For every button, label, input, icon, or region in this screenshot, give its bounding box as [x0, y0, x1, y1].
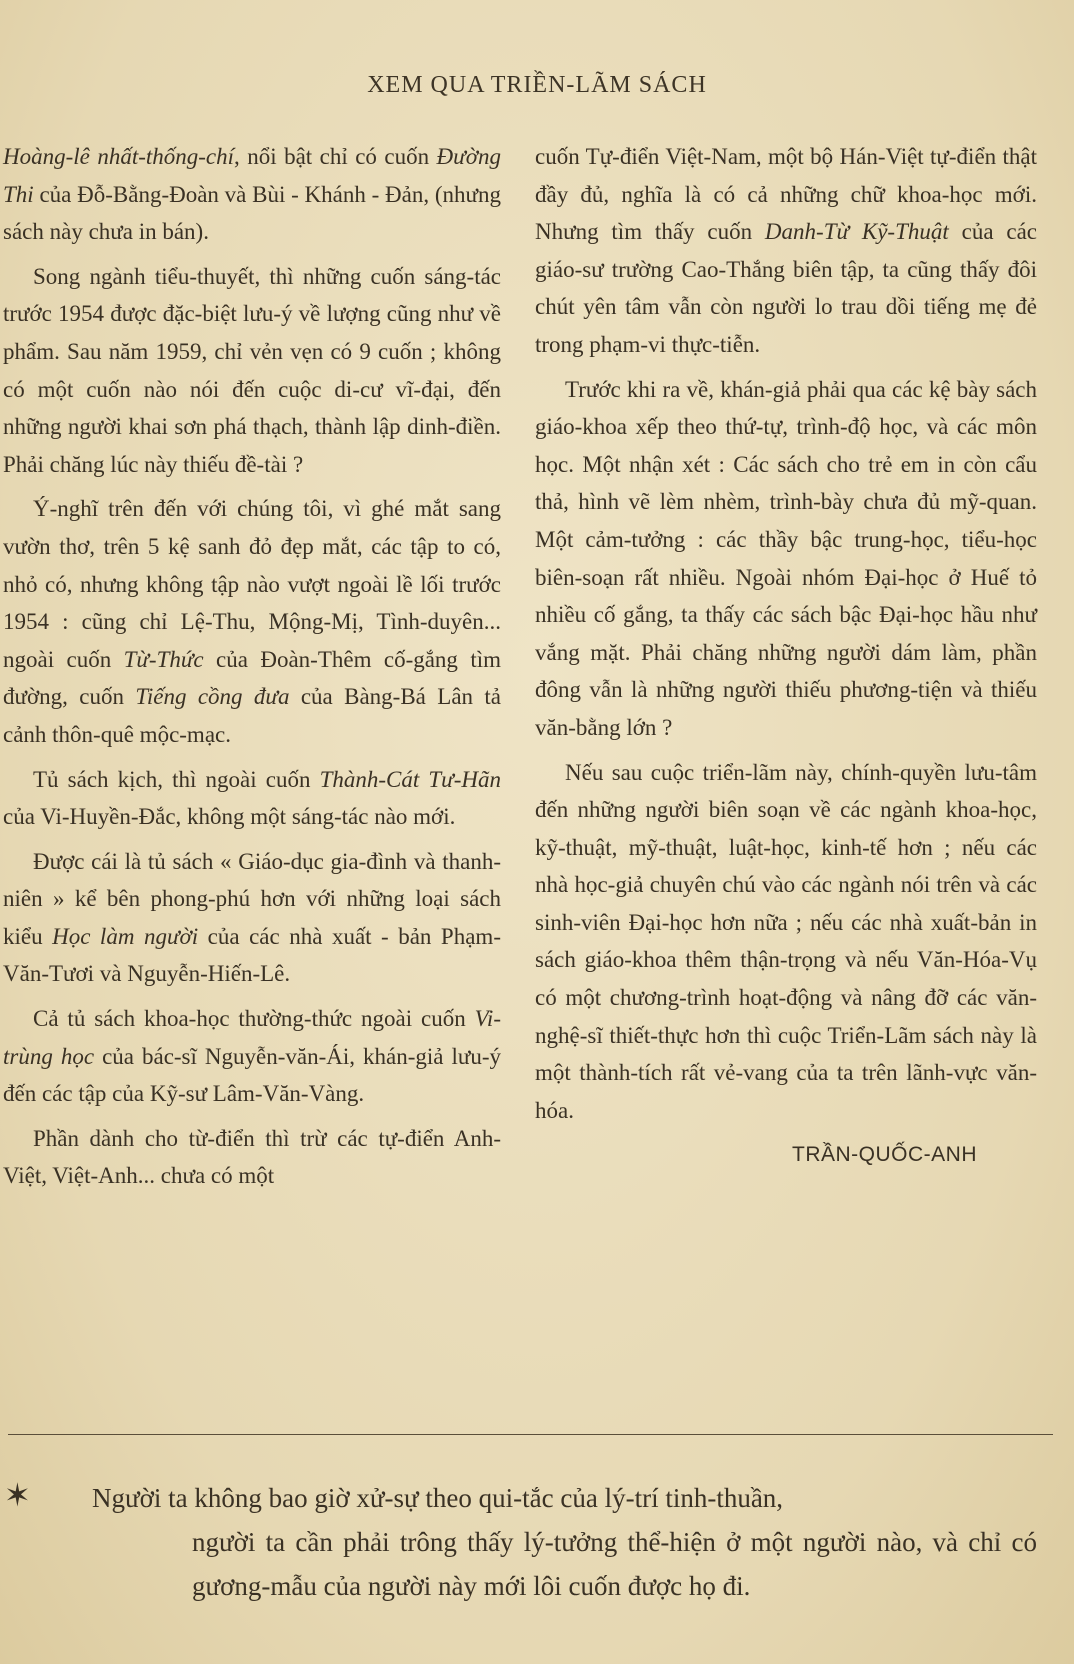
closing-quote: [92, 1476, 1037, 1608]
star-ornament-icon: ✶: [4, 1476, 31, 1514]
book-title: Tiếng cồng đưa: [135, 684, 290, 710]
left-paragraph-3: Ý-nghĩ trên đến với chúng tôi, vì ghé mắt sang vườn thơ, trên 5 kệ sanh đỏ đẹp mắt, các tập to có, nhỏ có, nhưng không tập nào vượt ngoài lề lối trước 1954 : cũng chỉ Lệ-Thu, Mộng-Mị, Tình-duyên... ngoài cuốn Từ-Thức của Đoàn-Thêm cố-gắng tìm đường, cuốn Tiếng cồng đưa của Bàng-Bá Lân tả cảnh thôn-quê mộc-mạc.: [3, 496, 501, 747]
quote-first-line: Người ta không bao giờ xử-sự theo qui-tắc của lý-trí tinh-thuần,: [92, 1483, 784, 1513]
book-title: Danh-Từ Kỹ-Thuật: [764, 219, 949, 245]
page-header: XEM QUA TRIỀN-LÃM SÁCH: [367, 72, 707, 98]
right-paragraph-1: cuốn Tự-điển Việt-Nam, một bộ Hán-Việt tự-điển thật đầy đủ, nghĩa là có cả những chữ khoa-học mới. Nhưng tìm thấy cuốn Danh-Từ Kỹ-Thuật của các giáo-sư trường Cao-Thắng biên tập, ta cũng thấy đôi chút yên tâm vẫn còn người lo trau dồi tiếng mẹ đẻ trong phạm-vi thực-tiễn.: [535, 144, 1037, 357]
right-column: [535, 138, 1037, 1174]
left-paragraph-4: Tủ sách kịch, thì ngoài cuốn Thành-Cát Tư-Hãn của Vi-Huyền-Đắc, không một sáng-tác nào mới.: [3, 766, 501, 830]
left-paragraph-2: Song ngành tiểu-thuyết, thì những cuốn sáng-tác trước 1954 được đặc-biệt lưu-ý về lượng cũng như về phẩm. Sau năm 1959, chỉ vẻn vẹn có 9 cuốn ; không có một cuốn nào nói đến cuộc di-cư vĩ-đại, đến những người khai sơn phá thạch, thành lập dinh-điền. Phải chăng lúc này thiếu đề-tài ?: [3, 263, 501, 477]
book-title: Thành-Cát Tư-Hãn: [319, 766, 501, 792]
book-title: Từ-Thức: [123, 646, 204, 672]
book-title: Hoàng-lê nhất-thống-chí: [3, 144, 235, 169]
left-paragraph-6: Cả tủ sách khoa-học thường-thức ngoài cuốn Vi-trùng học của bác-sĩ Nguyễn-văn-Ái, khán-giả lưu-ý đến các tập của Kỹ-sư Lâm-Văn-Vàng.: [3, 1006, 501, 1107]
left-column: [3, 138, 501, 1202]
book-title: Vi-trùng học: [3, 1006, 501, 1069]
right-paragraph-2: Trước khi ra về, khán-giả phải qua các kệ bày sách giáo-khoa xếp theo thứ-tự, trình-độ học, và các môn học. Một nhận xét : Các sách cho trẻ em in còn cẩu thả, hình vẽ lèm nhèm, trình-bày chưa đủ mỹ-quan. Một cảm-tưởng : các thầy bậc trung-học, tiểu-học biên-soạn rất nhiều. Ngoài nhóm Đại-học ở Huế tỏ nhiều cố gắng, ta thấy các sách bậc Đại-học hầu như vắng mặt. Phải chăng những người dám làm, phần đông vẫn là những người thiếu phương-tiện và thiếu văn-bằng lớn ?: [535, 376, 1037, 740]
left-paragraph-7: Phần dành cho từ-điển thì trừ các tự-điển Anh-Việt, Việt-Anh... chưa có một: [3, 1125, 501, 1189]
book-title: Đường Thi: [3, 144, 501, 207]
right-paragraph-3: Nếu sau cuộc triển-lãm này, chính-quyền lưu-tâm đến những người biên soạn về các ngành khoa-học, kỹ-thuật, mỹ-thuật, luật-học, kinh-tế hơn ; nếu các nhà học-giả chuyên chú vào các ngành nói trên và các sinh-viên Đại-học hơn nữa ; nếu các nhà xuất-bản in sách giáo-khoa thêm thận-trọng và nếu Văn-Hóa-Vụ có một chương-trình hoạt-động và nâng đỡ các văn-nghệ-sĩ thiết-thực hơn thì cuộc Triển-Lãm sách này là một thành-tích rất vẻ-vang của ta trên lãnh-vực văn-hóa.: [535, 759, 1037, 1123]
book-title: Học làm người: [52, 923, 199, 949]
quote-continuation: người ta cần phải trông thấy lý-tưởng thể-hiện ở một người nào, và chỉ có gương-mẫu của người này mới lôi cuốn được họ đi.: [192, 1527, 1037, 1601]
author-signature: TRẦN-QUỐC-ANH: [792, 1143, 977, 1167]
section-divider: [8, 1434, 1053, 1435]
left-paragraph-5: Được cái là tủ sách « Giáo-dục gia-đình và thanh-niên » kể bên phong-phú hơn với những loại sách kiểu Học làm người của các nhà xuất - bản Phạm-Văn-Tươi và Nguyễn-Hiến-Lê.: [3, 848, 501, 987]
left-paragraph-1: Hoàng-lê nhất-thống-chí, nổi bật chỉ có cuốn Đường Thi của Đỗ-Bằng-Đoàn và Bùi - Khánh - Đản, (nhưng sách này chưa in bán).: [3, 144, 501, 245]
